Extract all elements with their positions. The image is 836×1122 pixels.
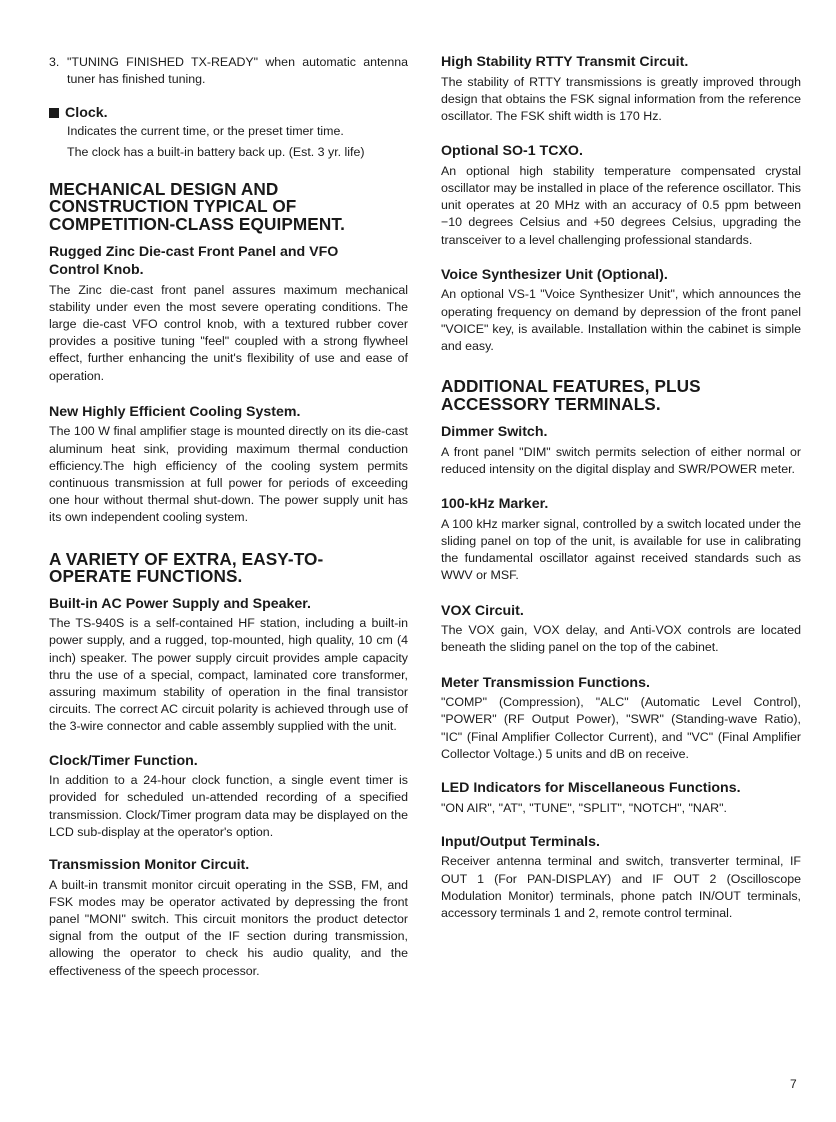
clock-heading (49, 104, 408, 122)
rtty-body: The stability of RTTY transmissions is greatly improved through design that obtains the FSK signal information from the reference oscillator. The FSK shift width is 170 Hz. (441, 74, 801, 123)
led-indicators-body: "ON AIR", "AT", "TUNE", "SPLIT", "NOTCH", "NAR". (441, 800, 727, 815)
cooling-system-heading: New Highly Efficient Cooling System. (49, 403, 301, 420)
transmission-monitor-heading: Transmission Monitor Circuit. (49, 856, 250, 873)
dimmer-switch-heading: Dimmer Switch. (441, 424, 548, 441)
square-bullet-icon (49, 108, 59, 118)
additional-features-heading: ADDITIONAL FEATURES, PLUS ACCESSORY TERMINALS. (441, 376, 701, 414)
marker-body: A 100 kHz marker signal, controlled by a switch located under the sliding panel on top of the unit, is available for use in calibrating the fundamental oscillator against received standards such as WWV or MSF. (441, 516, 801, 583)
meter-functions-heading: Meter Transmission Functions. (441, 674, 650, 691)
ac-power-body: The TS-940S is a self-contained HF station, including a built-in power supply, and a rugged, top-mounted, high quality, 10 cm (4 inch) speaker. The power supply circuit provides ample capacity thru the use of a special, compact, laminated core transformer, assuring maximum stability of operation in the final transistor circuits. The correct AC circuit polarity is achieved through use of the 3-wire connector and cable assembly supplied with the unit. (49, 616, 408, 734)
vox-heading: VOX Circuit. (441, 602, 524, 619)
right-column (441, 54, 801, 922)
clock-line-1: Indicates the current time, or the preset timer time. (67, 124, 344, 139)
cooling-system-body: The 100 W final amplifier stage is mounted directly on its die-cast aluminum heat sink, providing maximum thermal conduction efficiency.The high efficiency of the cooling system permits continuous transmission at full power for periods of exceeding one hour without thermal shut-down. The power supply unit has its own independent cooling system. (49, 424, 408, 525)
left-column (49, 54, 408, 980)
clock-heading-text: Clock. (65, 105, 108, 122)
page-number: 7 (790, 1077, 797, 1091)
meter-functions-body: "COMP" (Compression), "ALC" (Automatic Level Control), "POWER" (RF Output Power), "SWR" (Standing-wave Ratio), "IC" (Final Amplifier Collector Current), and "VC" (Final Amplifier Collector Voltage.) 5 units and dB on receive. (441, 695, 801, 761)
io-terminals-body: Receiver antenna terminal and switch, transverter terminal, IF OUT 1 (For PAN-DISPLAY) and IF OUT 2 (Oscilloscope Modulation Monitor) terminals, phone patch IN/OUT terminals, accessory terminals 1 and 2, remote control terminal. (441, 854, 801, 921)
tcxo-body: An optional high stability temperature compensated crystal oscillator may be installed in place of the reference oscillator. This unit operates at 20 MHz with an accuracy of 0.5 ppm between −10 degrees Celsius and +50 degrees Celsius, upgrading the transceiver to a level challenging professional standards. (441, 163, 801, 247)
io-terminals-heading: Input/Output Terminals. (441, 833, 600, 850)
zinc-panel-heading: Rugged Zinc Die-cast Front Panel and VFO Control Knob. (49, 244, 339, 278)
marker-heading: 100-kHz Marker. (441, 496, 549, 513)
vox-body: The VOX gain, VOX delay, and Anti-VOX controls are located beneath the sliding panel on the top of the cabinet. (441, 623, 801, 655)
mechanical-design-heading: MECHANICAL DESIGN AND CONSTRUCTION TYPICAL OF COMPETITION-CLASS EQUIPMENT. (49, 178, 345, 234)
transmission-monitor-body: A built-in transmit monitor circuit operating in the SSB, FM, and FSK modes may be operator activated by depressing the front panel "MONI" switch. This circuit monitors the product detector signal from the output of the IF section during transmission, allowing the operator to check his audio quality, and the effectiveness of the speech processor. (49, 877, 408, 978)
zinc-panel-body: The Zinc die-cast front panel assures maximum mechanical stability under even the most severe operating conditions. The large die-cast VFO control knob, with a textured rubber cover provides a positive tuning "feel" coupled with a strong flywheel effect, further enhancing the unit's flexibility of use and ease of operation. (49, 282, 408, 383)
voice-synth-heading: Voice Synthesizer Unit (Optional). (441, 266, 668, 283)
led-indicators-heading: LED Indicators for Miscellaneous Functions. (441, 780, 741, 797)
clock-line-2: The clock has a built-in battery back up. (Est. 3 yr. life) (67, 144, 365, 159)
list-item-number: 3. (49, 55, 60, 69)
clock-timer-body: In addition to a 24-hour clock function, a single event timer is provided for scheduled un-attended recording of a specified transmission. Clock/Timer program data may be displayed on the LCD sub-display at the operator's option. (49, 773, 408, 839)
list-item-text: "TUNING FINISHED TX-READY" when automatic antenna tuner has finished tuning. (67, 55, 408, 87)
voice-synth-body: An optional VS-1 "Voice Synthesizer Unit", which announces the operating frequency on demand by depression of the front panel "VOICE" key, is available. Installation within the cabinet is simple and easy. (441, 287, 801, 354)
clock-timer-heading: Clock/Timer Function. (49, 752, 198, 769)
variety-functions-heading: A VARIETY OF EXTRA, EASY-TO-OPERATE FUNCTIONS. (49, 548, 324, 587)
rtty-heading: High Stability RTTY Transmit Circuit. (441, 54, 689, 70)
tcxo-heading: Optional SO-1 TCXO. (441, 143, 583, 160)
list-item-tuning-finished (49, 54, 408, 88)
dimmer-switch-body: A front panel "DIM" switch permits selection of either normal or reduced intensity on the digital display and SWR/POWER meter. (441, 444, 801, 477)
ac-power-heading: Built-in AC Power Supply and Speaker. (49, 595, 311, 612)
